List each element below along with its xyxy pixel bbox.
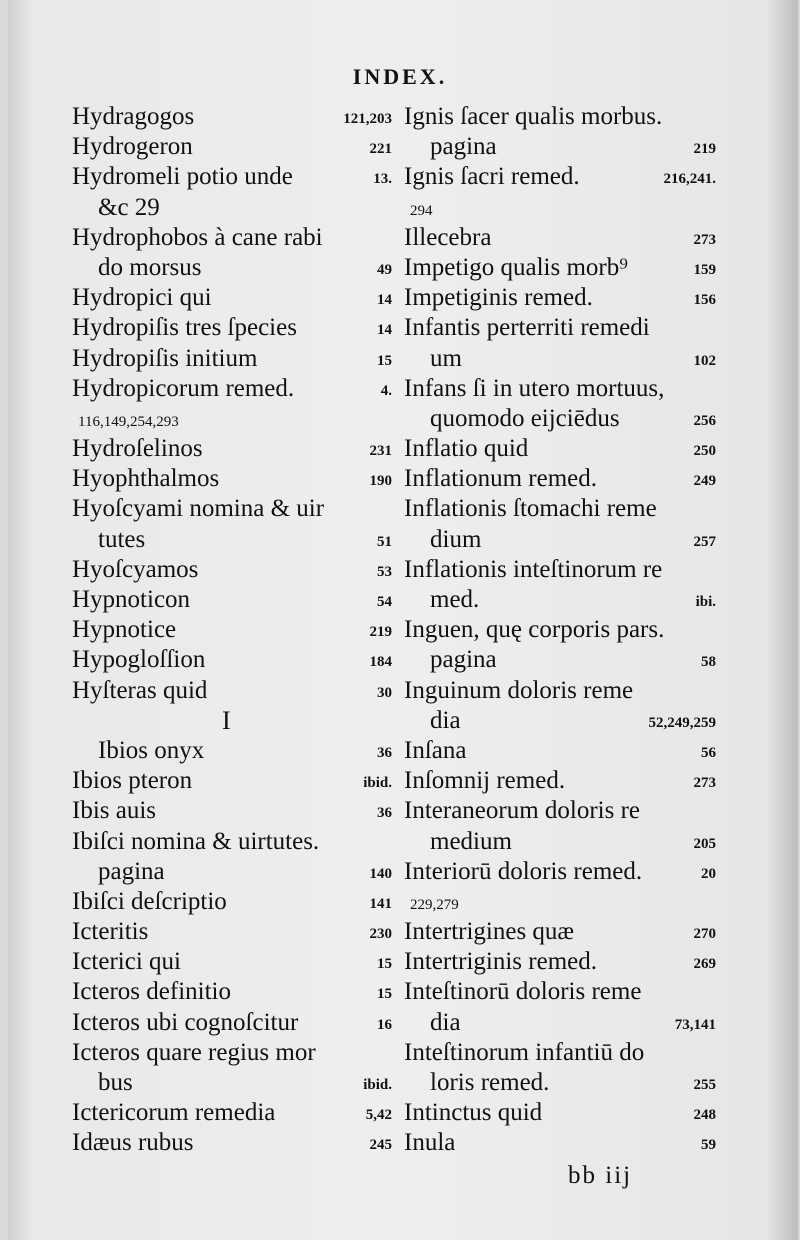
index-entry — [72, 917, 392, 947]
index-entry — [404, 615, 716, 645]
entry-page-ref: 219 — [369, 624, 392, 641]
index-entry — [72, 1038, 392, 1068]
entry-term: Hydrophobos à cane rabi — [72, 223, 323, 251]
entry-page-ref: 52,249,259 — [648, 714, 716, 731]
index-entry — [72, 827, 392, 857]
entry-page-ref: 20 — [701, 865, 716, 882]
entry-page-ref: 15 — [377, 352, 392, 369]
entry-term: Infantis perterriti remedi — [404, 314, 650, 342]
entry-page-ref: 14 — [377, 322, 392, 339]
entry-term: Impetiginis remed. — [404, 284, 593, 312]
entry-page-ref: 36 — [377, 744, 392, 761]
entry-term: 229,279 — [410, 896, 459, 913]
index-entry — [72, 555, 392, 585]
index-entry — [404, 766, 716, 796]
entry-term: Ibiſci deſcriptio — [72, 887, 227, 915]
entry-term: 294 — [410, 202, 433, 219]
entry-term: Ibiſci nomina & uirtutes. — [72, 827, 320, 855]
entry-term: medium — [430, 827, 512, 855]
entry-page-ref: 248 — [693, 1107, 716, 1124]
index-entry — [404, 404, 716, 434]
entry-page-ref: 13. — [373, 171, 392, 188]
index-entry — [72, 344, 392, 374]
entry-term: bus — [98, 1069, 133, 1096]
entry-page-ref: 231 — [369, 443, 392, 460]
index-entry — [72, 1008, 392, 1038]
index-entry — [72, 132, 392, 162]
entry-page-ref: 269 — [693, 956, 716, 973]
entry-term: Hydropiſis tres ſpecies — [72, 314, 297, 342]
entry-term: pagina — [430, 646, 497, 674]
index-entry — [72, 223, 392, 253]
entry-term: Ignis ſacer qualis morbus. — [404, 103, 663, 130]
entry-page-ref: 30 — [377, 684, 392, 701]
index-entry — [404, 434, 716, 464]
index-entry — [404, 887, 716, 917]
entry-page-ref: 156 — [693, 292, 716, 309]
entry-term: &c 29 — [98, 193, 160, 221]
entry-page-ref: 16 — [377, 1016, 392, 1033]
entry-page-ref: 15 — [377, 956, 392, 973]
index-entry — [404, 977, 716, 1007]
index-entry — [72, 374, 392, 404]
entry-term: Illecebra — [404, 223, 492, 251]
entry-page-ref: 159 — [693, 261, 716, 278]
index-entry — [404, 645, 716, 675]
entry-term: Hypnoticon — [72, 586, 191, 613]
entry-term: Inula — [404, 1129, 456, 1157]
index-column-right — [404, 102, 716, 1159]
entry-term: Inflationum remed. — [404, 465, 597, 493]
index-entry — [404, 283, 716, 313]
entry-page-ref: 221 — [369, 141, 392, 158]
entry-page-ref: 58 — [701, 654, 716, 671]
entry-page-ref: 121,203 — [343, 111, 392, 127]
index-entry — [404, 1038, 716, 1068]
index-entry — [72, 1068, 392, 1098]
entry-page-ref: 205 — [693, 835, 716, 852]
index-entry — [72, 1128, 392, 1158]
index-entry — [72, 102, 392, 132]
entry-term: quomodo eijciēdus — [430, 404, 620, 432]
entry-term: Ibis auis — [72, 797, 157, 825]
index-entry — [72, 796, 392, 826]
signature-mark: bb iij — [568, 1162, 633, 1189]
index-entry — [404, 585, 716, 615]
entry-term: Hyophthalmos — [72, 465, 220, 493]
entry-term: Hyoſcyamos — [72, 555, 199, 583]
index-entry — [72, 615, 392, 645]
index-entry — [404, 494, 716, 524]
index-entry — [404, 555, 716, 585]
index-entry — [404, 162, 716, 192]
entry-page-ref: 256 — [693, 412, 716, 429]
index-entry — [72, 947, 392, 977]
entry-page-ref: 273 — [693, 231, 716, 248]
entry-page-ref: 73,141 — [674, 1016, 716, 1033]
index-entry — [404, 132, 716, 162]
index-entry — [72, 313, 392, 343]
entry-term: Hydragogos — [72, 103, 195, 130]
entry-term: Interaneorum doloris re — [404, 797, 641, 825]
entry-term: pagina — [98, 857, 165, 885]
entry-term: Inſana — [404, 736, 467, 764]
index-entry — [404, 1128, 716, 1158]
entry-page-ref: 4. — [380, 382, 392, 399]
entry-page-ref: 184 — [369, 654, 392, 671]
entry-term: 116,149,254,293 — [78, 413, 179, 430]
entry-term: Inflationis inteſtinorum re — [404, 555, 663, 583]
index-entry — [72, 494, 392, 524]
index-entry — [404, 857, 716, 887]
entry-term: Inguinum doloris reme — [404, 676, 634, 704]
entry-page-ref: 257 — [693, 533, 716, 550]
entry-page-ref: 230 — [369, 926, 392, 943]
index-entry — [72, 857, 392, 887]
index-entry — [404, 1008, 716, 1038]
index-entry — [72, 585, 392, 615]
entry-page-ref: 102 — [693, 352, 716, 369]
index-entry — [72, 283, 392, 313]
index-entry — [404, 344, 716, 374]
index-entry — [404, 1068, 716, 1098]
entry-page-ref: ibi. — [695, 594, 716, 610]
entry-term: Icterici qui — [72, 948, 181, 976]
entry-term: Hyoſcyami nomina & uir — [72, 495, 325, 523]
entry-term: Intertriginis remed. — [404, 948, 597, 976]
entry-term: Hydropicorum remed. — [72, 374, 295, 402]
index-entry — [404, 676, 716, 706]
entry-page-ref: 270 — [693, 926, 716, 943]
index-entry — [72, 645, 392, 675]
entry-term: I — [222, 705, 231, 735]
entry-term: dium — [430, 525, 482, 553]
entry-term: dia — [430, 706, 461, 734]
index-entry — [72, 162, 392, 192]
entry-page-ref: 14 — [377, 292, 392, 309]
index-entry — [404, 706, 716, 736]
index-entry — [72, 676, 392, 706]
index-entry — [404, 1098, 716, 1128]
entry-term: tutes — [98, 525, 146, 553]
entry-page-ref: 245 — [369, 1137, 392, 1154]
index-entry — [404, 374, 716, 404]
index-entry — [72, 193, 392, 223]
entry-page-ref: 15 — [377, 986, 392, 1003]
index-entry — [72, 525, 392, 555]
index-entry — [404, 193, 716, 223]
entry-term: Hydropiſis initium — [72, 344, 258, 372]
index-entry — [72, 766, 392, 796]
entry-term: Hyſteras quid — [72, 676, 208, 704]
entry-page-ref: 219 — [693, 141, 716, 158]
index-entry — [72, 1098, 392, 1128]
entry-term: Inſomnij remed. — [404, 767, 566, 795]
index-entry — [404, 223, 716, 253]
entry-page-ref: 216,241. — [663, 171, 716, 188]
entry-term: Infans ſi in utero mortuus, — [404, 374, 665, 402]
entry-page-ref: 140 — [369, 865, 392, 882]
entry-page-ref: 5,42 — [365, 1107, 392, 1124]
index-entry — [404, 827, 716, 857]
entry-page-ref: ibid. — [363, 1077, 392, 1093]
entry-term: Hydrogeron — [72, 133, 193, 161]
entry-term: Hydroſelinos — [72, 435, 203, 463]
entry-term: Impetigo qualis morb⁹ — [404, 253, 628, 281]
index-entry — [404, 736, 716, 766]
entry-term: um — [430, 344, 462, 372]
entry-page-ref: 249 — [693, 473, 716, 490]
index-column-left — [72, 102, 392, 1159]
index-entry — [404, 464, 716, 494]
index-entry — [72, 736, 392, 766]
entry-term: Hypnotice — [72, 616, 177, 644]
entry-term: Icteros definitio — [72, 978, 231, 1006]
index-entry — [404, 917, 716, 947]
index-entry — [404, 313, 716, 343]
entry-term: Inflationis ſtomachi reme — [404, 495, 657, 523]
entry-page-ref: 51 — [377, 533, 392, 550]
entry-term: Hydropici qui — [72, 284, 212, 312]
entry-term: loris remed. — [430, 1069, 550, 1096]
entry-page-ref: 54 — [377, 594, 392, 610]
entry-term: pagina — [430, 133, 497, 161]
index-entry — [404, 947, 716, 977]
entry-term: Ignis ſacri remed. — [404, 163, 580, 191]
entry-page-ref: 56 — [701, 744, 716, 761]
index-entry — [404, 525, 716, 555]
entry-term: Intinctus quid — [404, 1099, 543, 1127]
entry-term: Idæus rubus — [72, 1129, 194, 1157]
entry-page-ref: 273 — [693, 775, 716, 792]
entry-term: Hydromeli potio unde — [72, 163, 293, 191]
entry-term: Inguen, quę corporis pars. — [404, 616, 665, 644]
entry-page-ref: 250 — [693, 443, 716, 460]
index-entry — [404, 102, 716, 132]
index-entry — [72, 404, 392, 434]
entry-page-ref: 255 — [693, 1077, 716, 1093]
entry-page-ref: ibid. — [363, 775, 392, 792]
entry-term: do morsus — [98, 253, 202, 281]
entry-term: Inflatio quid — [404, 435, 529, 463]
index-entry — [72, 464, 392, 494]
entry-page-ref: 49 — [377, 261, 392, 278]
index-entry — [72, 434, 392, 464]
entry-term: Intertrigines quæ — [404, 918, 575, 946]
entry-page-ref: 190 — [369, 473, 392, 490]
entry-term: Ibios onyx — [98, 736, 205, 764]
index-entry — [72, 977, 392, 1007]
entry-term: Icteros quare regius mor — [72, 1038, 316, 1066]
entry-term: Inteſtinorū doloris reme — [404, 978, 642, 1006]
entry-term: Icteritis — [72, 918, 149, 946]
entry-term: Interiorū doloris remed. — [404, 857, 643, 885]
entry-term: med. — [430, 586, 480, 613]
entry-term: Ibios pteron — [72, 767, 193, 795]
index-entry — [72, 887, 392, 917]
section-letter — [72, 706, 392, 736]
entry-page-ref: 36 — [377, 805, 392, 822]
entry-term: dia — [430, 1008, 461, 1036]
entry-page-ref: 59 — [701, 1137, 716, 1154]
entry-term: Hypogloſſion — [72, 646, 206, 674]
entry-term: Icteros ubi cognoſcitur — [72, 1008, 299, 1036]
page-header: INDEX. — [352, 64, 448, 89]
index-entry — [404, 796, 716, 826]
index-entry — [72, 253, 392, 283]
entry-page-ref: 53 — [377, 563, 392, 580]
entry-page-ref: 141 — [369, 895, 392, 912]
entry-term: Ictericorum remedia — [72, 1099, 276, 1127]
index-entry — [404, 253, 716, 283]
entry-term: Inteſtinorum infantiū do — [404, 1038, 645, 1066]
